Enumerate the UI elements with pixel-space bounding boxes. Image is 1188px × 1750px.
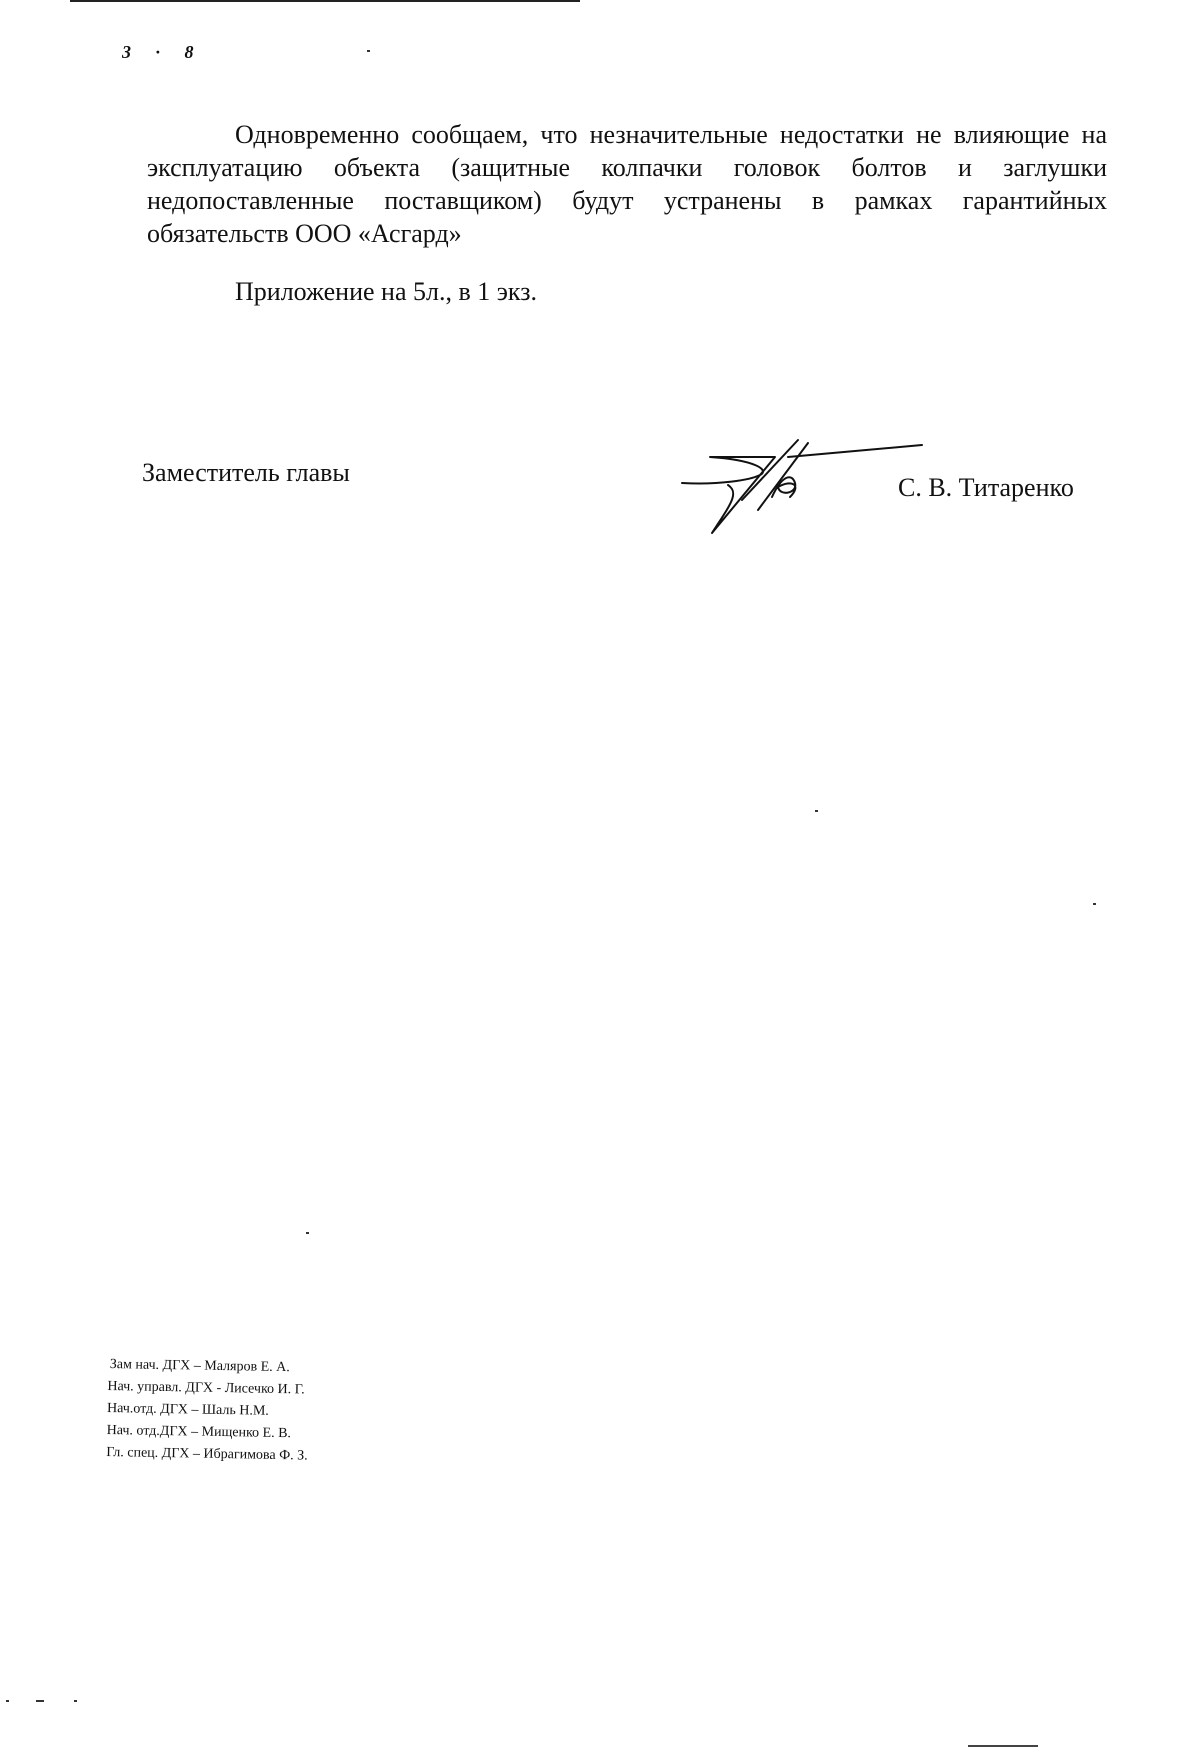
attachment-note: Приложение на 5л., в 1 экз.: [235, 277, 537, 306]
scan-edge-line: [70, 0, 580, 2]
scan-speck: [74, 1700, 77, 1702]
scan-speck: [815, 810, 818, 812]
scan-speck: [36, 1700, 44, 1702]
signatory-name: С. В. Титаренко: [898, 473, 1074, 502]
distribution-list: [106, 1354, 309, 1467]
list-item: Нач.отд. ДГХ – Шаль Н.М.: [106, 1400, 269, 1419]
scan-speck: [1093, 903, 1096, 905]
scan-speck: [306, 1232, 309, 1234]
list-item: Нач. отд.ДГХ – Мищенко Е. В.: [106, 1422, 292, 1442]
handwritten-signature: [680, 435, 925, 540]
body-paragraph: Одновременно сообщаем, что незначительные недостатки не влияющие на эксплуатацию объекта (защитные колпачки головок болтов и заглушки недопоставленные поставщиком) будут устранены в рамках гарантийных обязательств ООО «Асгард»: [147, 120, 1107, 248]
list-item: Гл. спец. ДГХ – Ибрагимова Ф. З.: [106, 1444, 308, 1464]
scan-speck: [367, 50, 370, 52]
list-item: Зам нач. ДГХ – Маляров Е. А.: [109, 1357, 290, 1376]
scan-speck: [6, 1700, 9, 1702]
list-item: Нач. управл. ДГХ - Лисечко И. Г.: [107, 1378, 305, 1398]
scan-edge-line: [968, 1745, 1038, 1747]
page-mark: 3 · 8: [122, 42, 204, 62]
signatory-position: Заместитель главы: [142, 458, 350, 487]
